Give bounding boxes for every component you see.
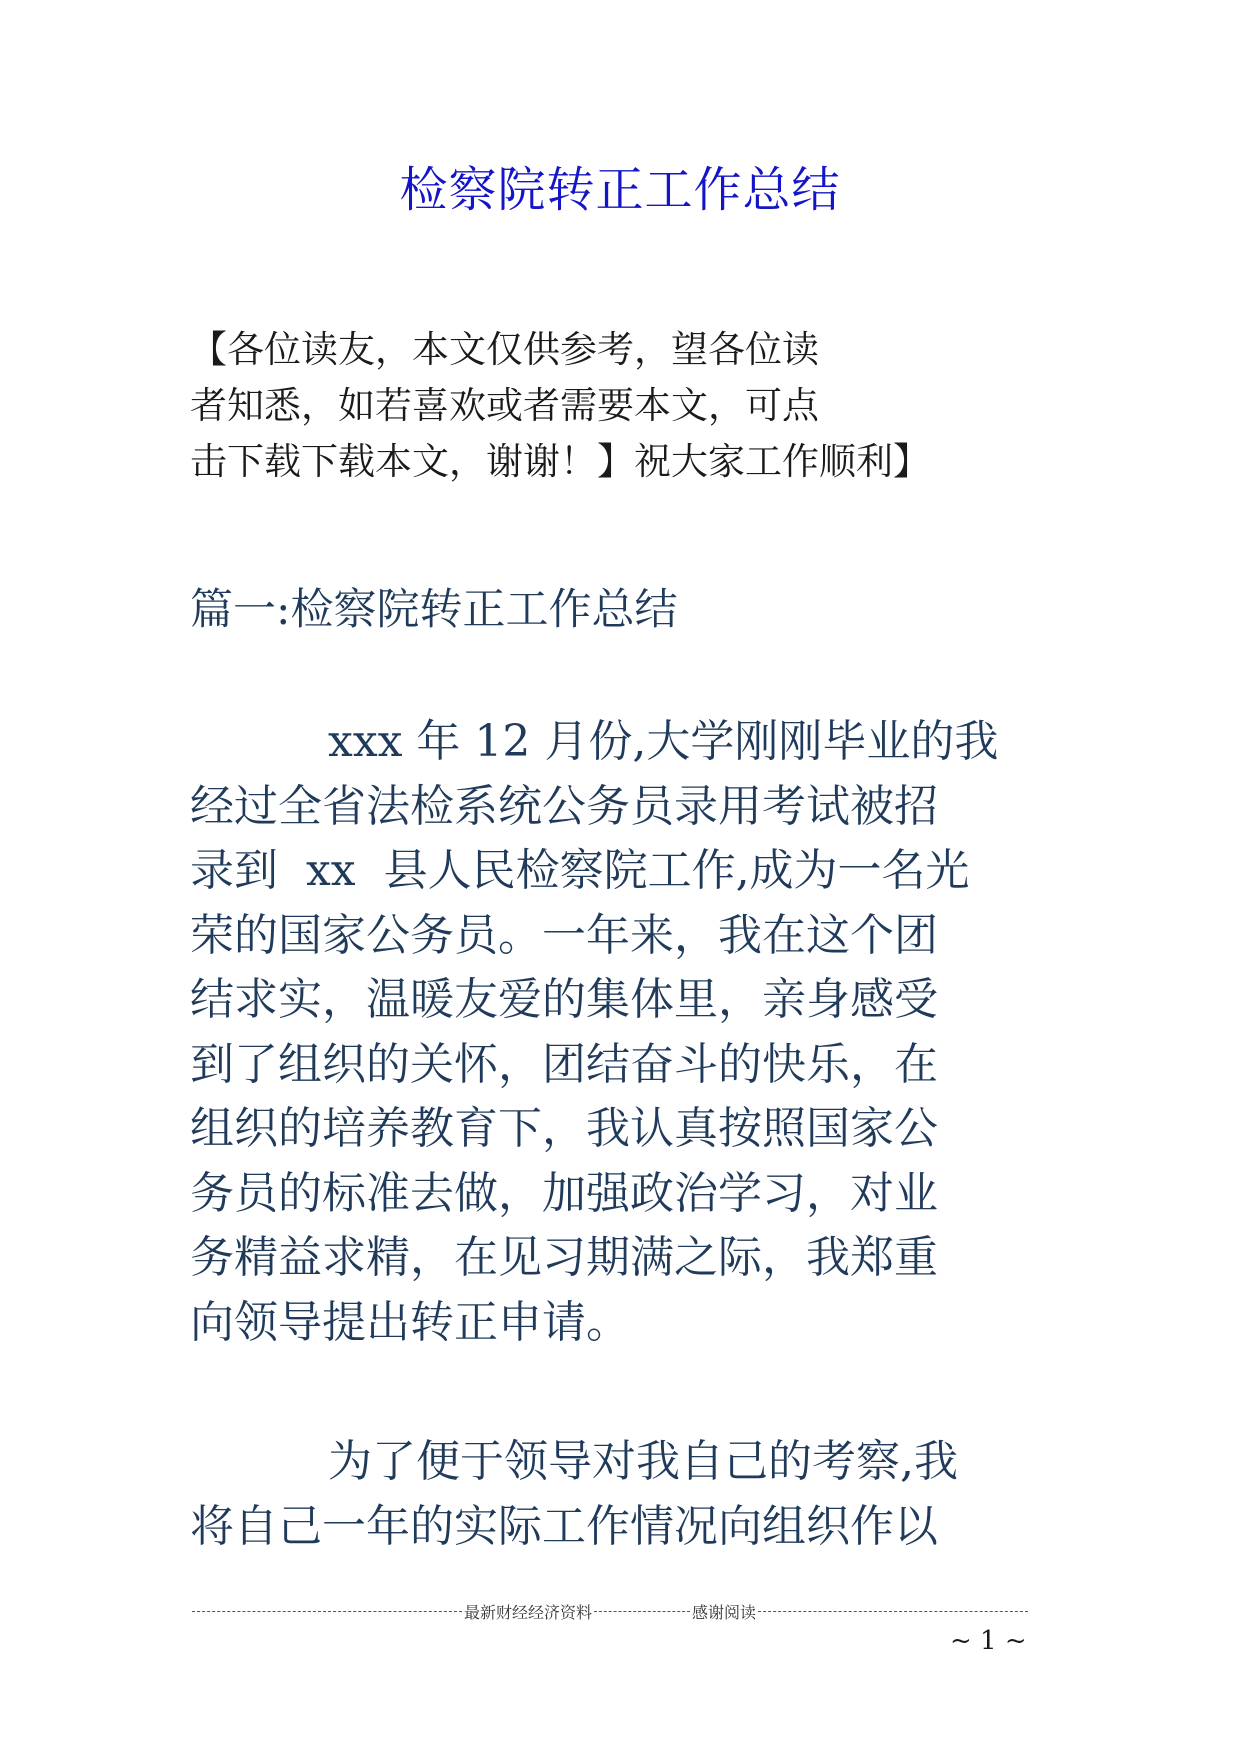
paragraph-line: 将自己一年的实际工作情况向组织作以	[190, 1500, 938, 1552]
paragraph-line: 结求实，温暖友爱的集体里，亲身感受	[190, 974, 938, 1025]
paragraph-line: 务精益求精，在见习期满之际，我郑重	[190, 1232, 938, 1283]
paragraph-line: xxx 年 12 月份,大学刚刚毕业的我	[328, 716, 999, 767]
paragraph-line: 到了组织的关怀，团结奋斗的快乐，在	[190, 1038, 938, 1090]
notice-line: 者知悉，如若喜欢或者需要本文，可点	[190, 384, 819, 427]
paragraph-line: 组织的培养教育下，我认真按照国家公	[190, 1103, 938, 1154]
body-paragraph	[190, 1430, 1060, 1559]
page-number: ~ 1 ~	[950, 1626, 1027, 1656]
body-paragraph	[190, 710, 1060, 1355]
paragraph-line: 荣的国家公务员。一年来，我在这个团	[190, 909, 938, 961]
footer-divider	[192, 1611, 462, 1612]
section-heading: 篇一:检察院转正工作总结	[190, 585, 678, 635]
document-title: 检察院转正工作总结	[399, 162, 841, 218]
paragraph-line: 为了便于领导对我自己的考察,我	[328, 1436, 958, 1487]
notice-line: 击下载下载本文，谢谢！】祝大家工作顺利】	[190, 440, 930, 483]
paragraph-line: 向领导提出转正申请。	[190, 1296, 630, 1348]
footer-left-text: 最新财经经济资料	[463, 1603, 592, 1622]
notice-line: 【各位读友，本文仅供参考，望各位读	[190, 328, 819, 371]
paragraph-line: 录到 xx 县人民检察院工作,成为一名光	[190, 845, 970, 896]
footer-divider	[758, 1611, 1028, 1612]
paragraph-line: 务员的标准去做，加强政治学习，对业	[190, 1167, 938, 1219]
reader-notice	[190, 322, 1010, 490]
page-footer	[190, 1600, 1030, 1623]
footer-right-text: 感谢阅读	[692, 1603, 757, 1622]
footer-divider	[594, 1611, 690, 1612]
paragraph-line: 经过全省法检系统公务员录用考试被招	[190, 780, 938, 832]
